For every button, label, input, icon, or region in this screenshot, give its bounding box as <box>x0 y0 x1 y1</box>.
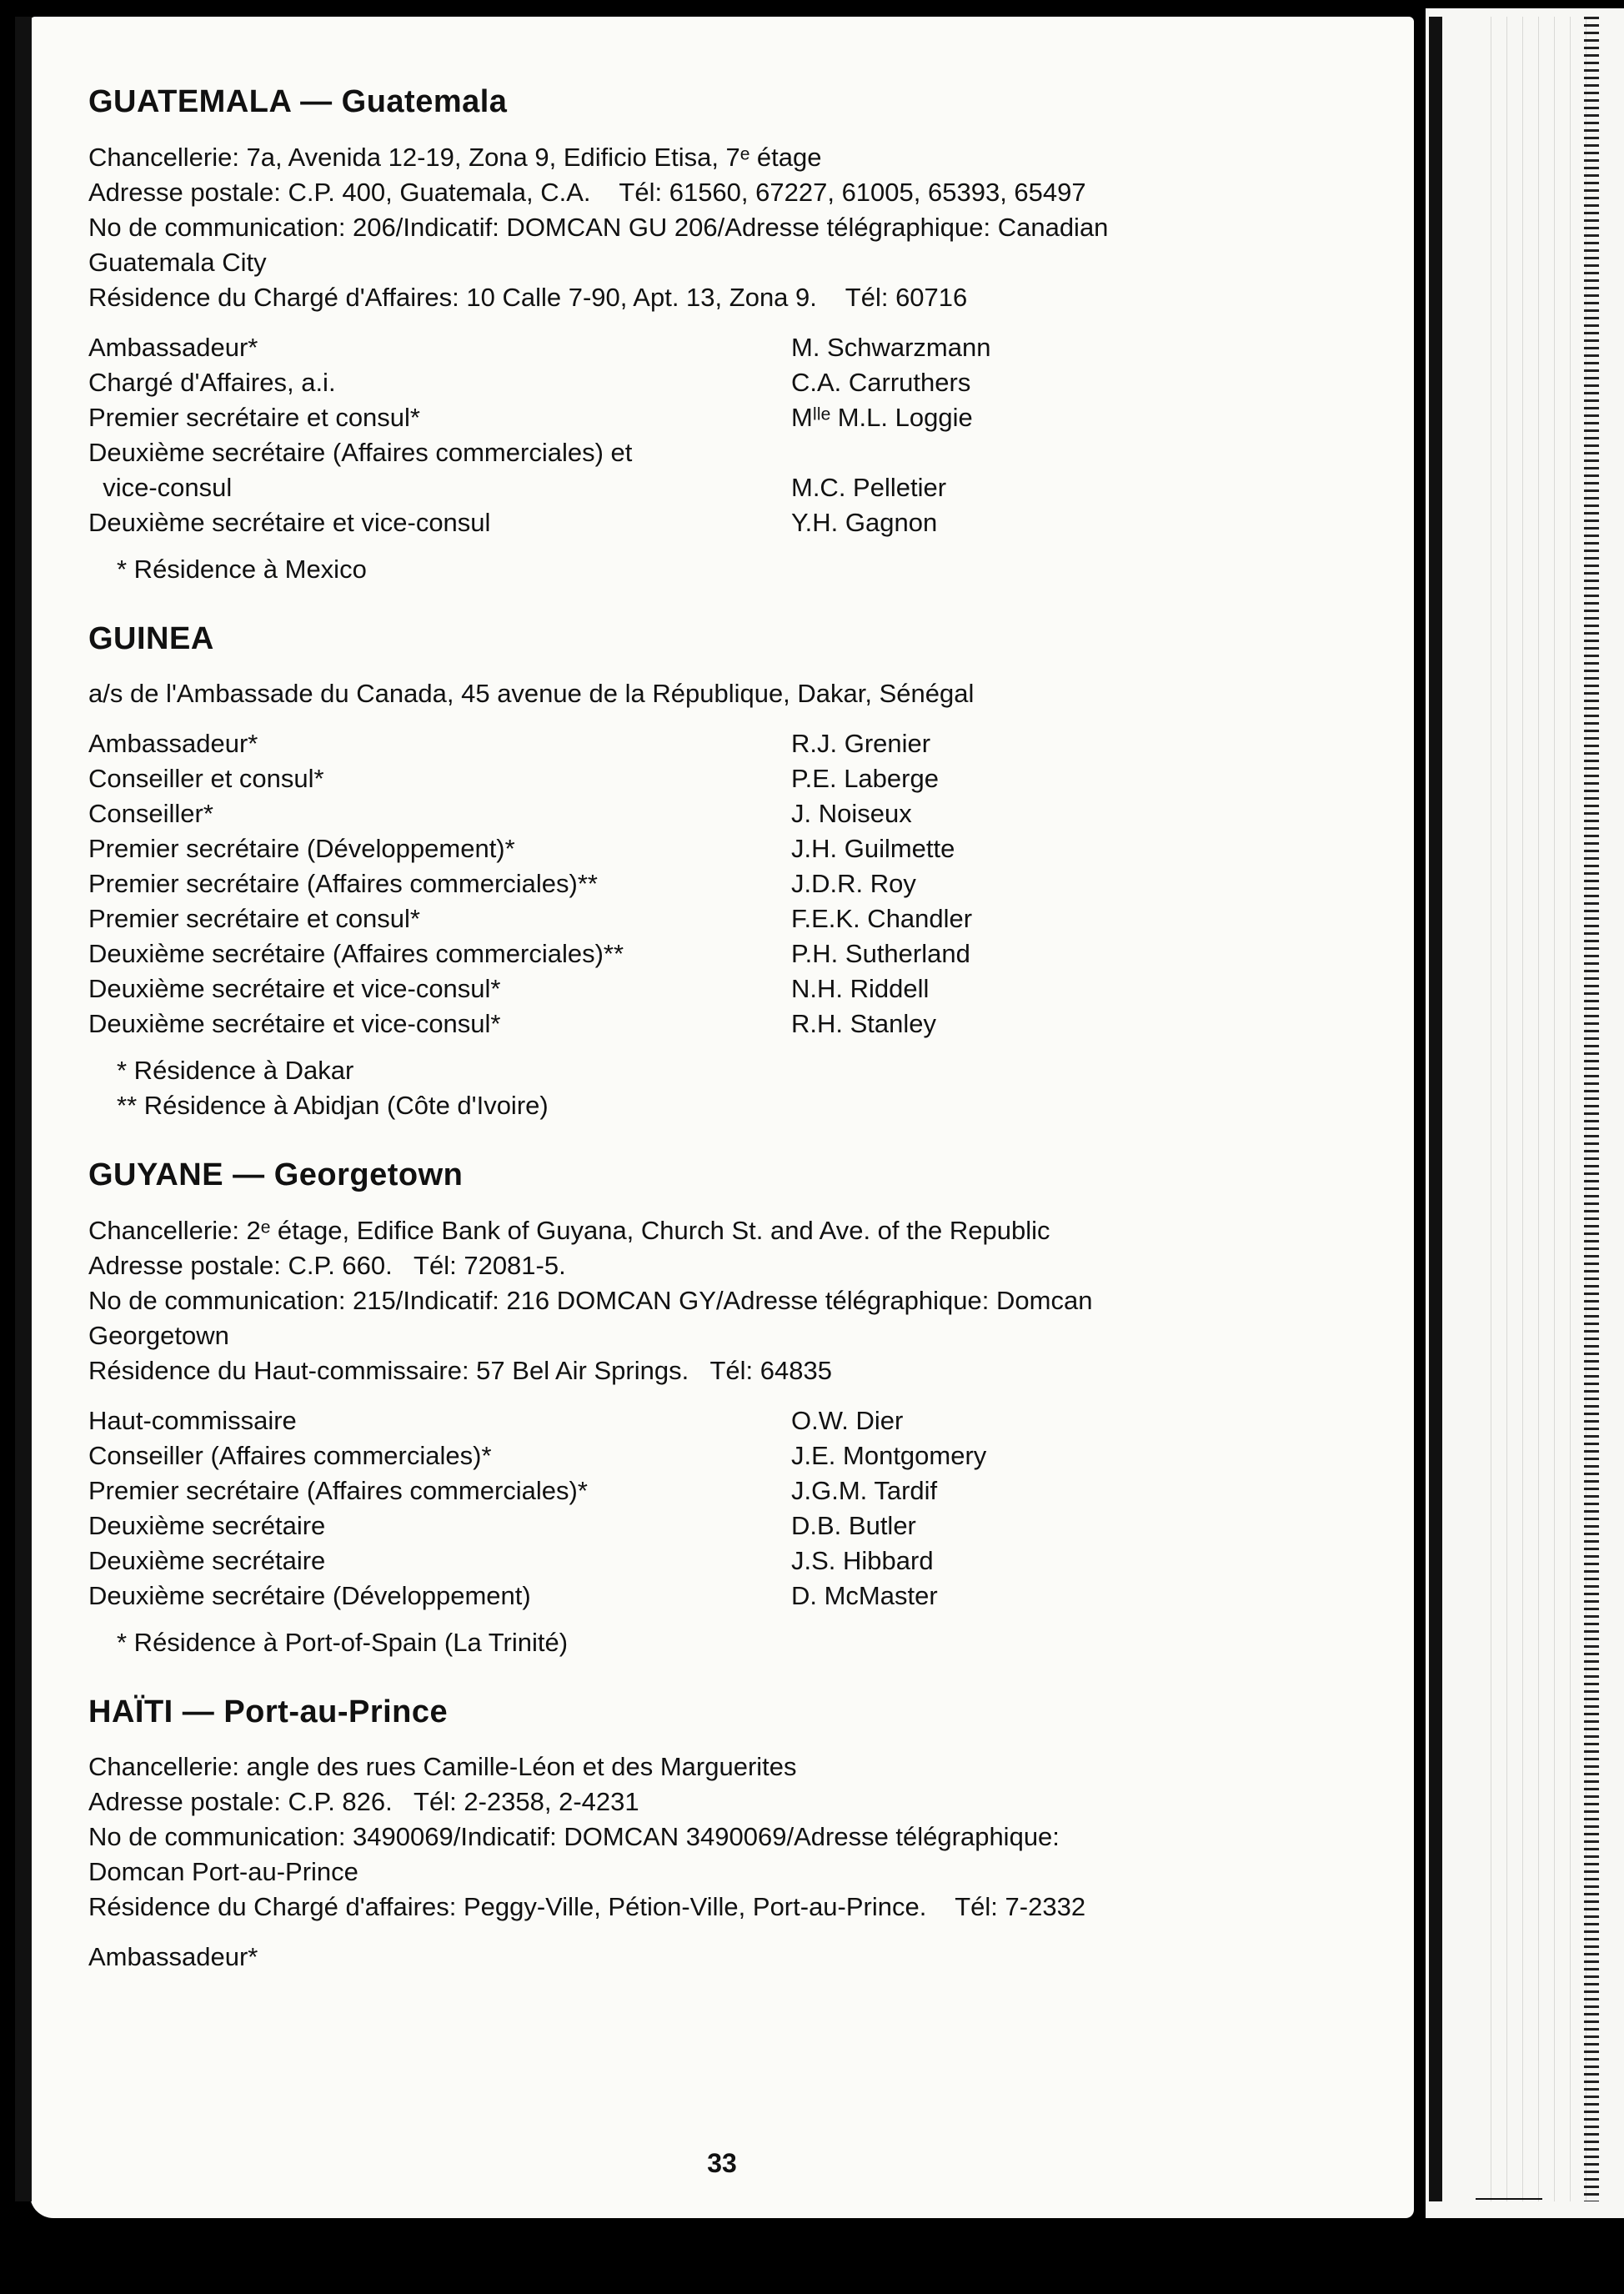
address-line: No de communication: 3490069/Indicatif: DOMCAN 3490069/Adresse télégraphique: <box>88 1822 1060 1852</box>
spine-edge <box>1429 17 1442 2201</box>
staff-title: Premier secrétaire (Affaires commerciales)** <box>88 869 598 899</box>
address-line: Adresse postale: C.P. 826. Tél: 2-2358, 2-4231 <box>88 1787 639 1817</box>
staff-row <box>88 505 1389 540</box>
staff-row <box>88 1473 1389 1508</box>
staff-name: J.G.M. Tardif <box>791 1475 938 1505</box>
staff-name: D.B. Butler <box>791 1510 916 1540</box>
staff-row <box>88 726 1389 761</box>
staff-row <box>88 1438 1389 1473</box>
staff-title: Premier secrétaire et consul* <box>88 904 420 934</box>
staff-row <box>88 1544 1389 1579</box>
left-binding-edge <box>15 17 32 2201</box>
staff-title: Premier secrétaire (Affaires commerciales)* <box>88 1475 588 1505</box>
section-title: HAÏTI — Port-au-Prince <box>88 1694 449 1729</box>
section-title: GUATEMALA — Guatemala <box>88 84 508 119</box>
staff-row <box>88 971 1389 1006</box>
staff-title: Conseiller* <box>88 799 213 829</box>
staff-title: Chargé d'Affaires, a.i. <box>88 367 336 397</box>
section-title: GUYANE — Georgetown <box>88 1157 464 1193</box>
address-line: Chancellerie: 2ᵉ étage, Edifice Bank of Guyana, Church St. and Ave. of the Republic <box>88 1215 1050 1245</box>
staff-row <box>88 435 1389 505</box>
footnote: * Résidence à Dakar <box>117 1056 354 1086</box>
staff-name: J.S. Hibbard <box>791 1545 934 1575</box>
staff-name: C.A. Carruthers <box>791 367 971 397</box>
address-line: Chancellerie: angle des rues Camille-Léon et des Marguerites <box>88 1752 797 1782</box>
staff-row <box>88 761 1389 796</box>
staff-row <box>88 400 1389 435</box>
staff-name: Mˡˡᵉ M.L. Loggie <box>791 402 973 432</box>
staff-title: Deuxième secrétaire et vice-consul <box>88 507 491 537</box>
staff-title: Deuxième secrétaire (Développement) <box>88 1580 531 1610</box>
staff-row <box>88 831 1389 866</box>
staff-name: F.E.K. Chandler <box>791 904 973 934</box>
address-line: Adresse postale: C.P. 400, Guatemala, C.A. Tél: 61560, 67227, 61005, 65393, 65497 <box>88 177 1086 207</box>
page-edges <box>1476 17 1592 2201</box>
address-line: Chancellerie: 7a, Avenida 12-19, Zona 9, Edificio Etisa, 7ᵉ étage <box>88 142 822 172</box>
address-line: Résidence du Chargé d'Affaires: 10 Calle 7-90, Apt. 13, Zona 9. Tél: 60716 <box>88 282 968 312</box>
section-guatemala <box>88 83 1389 587</box>
address-block <box>88 1213 1389 1388</box>
staff-title: Deuxième secrétaire et vice-consul* <box>88 1009 501 1039</box>
page-content <box>88 83 1389 2008</box>
staff-list <box>88 726 1389 1042</box>
address-line: a/s de l'Ambassade du Canada, 45 avenue de la République, Dakar, Sénégal <box>88 679 975 709</box>
footnotes <box>117 552 1389 587</box>
staff-name: P.E. Laberge <box>791 764 939 794</box>
address-line: No de communication: 215/Indicatif: 216 DOMCAN GY/Adresse télégraphique: Domcan <box>88 1285 1093 1315</box>
staff-name: N.H. Riddell <box>791 974 930 1004</box>
binding-dots <box>1584 17 1599 2201</box>
staff-name: P.H. Sutherland <box>791 939 970 969</box>
staff-row <box>88 1403 1389 1438</box>
staff-name: Y.H. Gagnon <box>791 507 938 537</box>
directory-page <box>30 17 1414 2218</box>
staff-title: Premier secrétaire (Développement)* <box>88 834 515 864</box>
staff-title: Ambassadeur* <box>88 729 258 759</box>
staff-name: J.E. Montgomery <box>791 1440 987 1470</box>
staff-row <box>88 1006 1389 1042</box>
address-block <box>88 1749 1389 1925</box>
staff-name: J.H. Guilmette <box>791 834 955 864</box>
section-guinea <box>88 620 1389 1124</box>
address-line: Résidence du Haut-commissaire: 57 Bel Air Springs. Tél: 64835 <box>88 1355 832 1385</box>
address-line: Résidence du Chargé d'affaires: Peggy-Ville, Pétion-Ville, Port-au-Prince. Tél: 7-2332 <box>88 1892 1086 1922</box>
staff-row <box>88 1508 1389 1544</box>
staff-title: Conseiller et consul* <box>88 764 324 794</box>
staff-title: Ambassadeur* <box>88 332 258 362</box>
address-block <box>88 676 1389 711</box>
staff-row <box>88 796 1389 831</box>
staff-title: Deuxième secrétaire et vice-consul* <box>88 974 501 1004</box>
staff-list <box>88 1940 1389 1975</box>
footnotes <box>117 1053 1389 1123</box>
staff-title: Deuxième secrétaire <box>88 1545 326 1575</box>
section-title: GUINEA <box>88 620 214 656</box>
footnotes <box>117 1625 1389 1660</box>
address-line: Guatemala City <box>88 247 267 277</box>
staff-title: Ambassadeur* <box>88 1942 258 1972</box>
staff-row <box>88 901 1389 936</box>
staff-title: Haut-commissaire <box>88 1405 297 1435</box>
staff-title: Conseiller (Affaires commerciales)* <box>88 1440 492 1470</box>
section-haiti <box>88 1694 1389 1975</box>
staff-title: Deuxième secrétaire (Affaires commerciales) et vice-consul <box>88 437 633 502</box>
staff-row <box>88 936 1389 971</box>
staff-title: Premier secrétaire et consul* <box>88 402 420 432</box>
footnote: * Résidence à Mexico <box>117 554 367 584</box>
staff-name <box>791 1940 1389 1975</box>
staff-row <box>88 365 1389 400</box>
staff-name: J. Noiseux <box>791 799 912 829</box>
address-line: Domcan Port-au-Prince <box>88 1857 358 1887</box>
staff-title: Deuxième secrétaire <box>88 1510 326 1540</box>
staff-title: Deuxième secrétaire (Affaires commerciales)** <box>88 939 624 969</box>
staff-row <box>88 330 1389 365</box>
address-line: Adresse postale: C.P. 660. Tél: 72081-5. <box>88 1250 566 1280</box>
staff-row <box>88 1940 1389 1975</box>
staff-name: J.D.R. Roy <box>791 869 916 899</box>
footnote: * Résidence à Port-of-Spain (La Trinité) <box>117 1627 569 1657</box>
edge-mark <box>1476 2198 1542 2200</box>
staff-row <box>88 1579 1389 1614</box>
staff-name: D. McMaster <box>791 1580 938 1610</box>
page-number: 33 <box>707 2148 737 2178</box>
section-guyane <box>88 1157 1389 1660</box>
staff-row <box>88 866 1389 901</box>
staff-name: R.J. Grenier <box>791 729 931 759</box>
address-line: Georgetown <box>88 1320 229 1350</box>
address-line: No de communication: 206/Indicatif: DOMCAN GU 206/Adresse télégraphique: Canadian <box>88 212 1109 242</box>
staff-name: M.C. Pelletier <box>791 472 947 502</box>
footnote: ** Résidence à Abidjan (Côte d'Ivoire) <box>117 1091 549 1121</box>
staff-list <box>88 1403 1389 1614</box>
address-block <box>88 140 1389 315</box>
staff-name: R.H. Stanley <box>791 1009 937 1039</box>
staff-name: M. Schwarzmann <box>791 332 991 362</box>
staff-name: O.W. Dier <box>791 1405 904 1435</box>
staff-list <box>88 330 1389 540</box>
